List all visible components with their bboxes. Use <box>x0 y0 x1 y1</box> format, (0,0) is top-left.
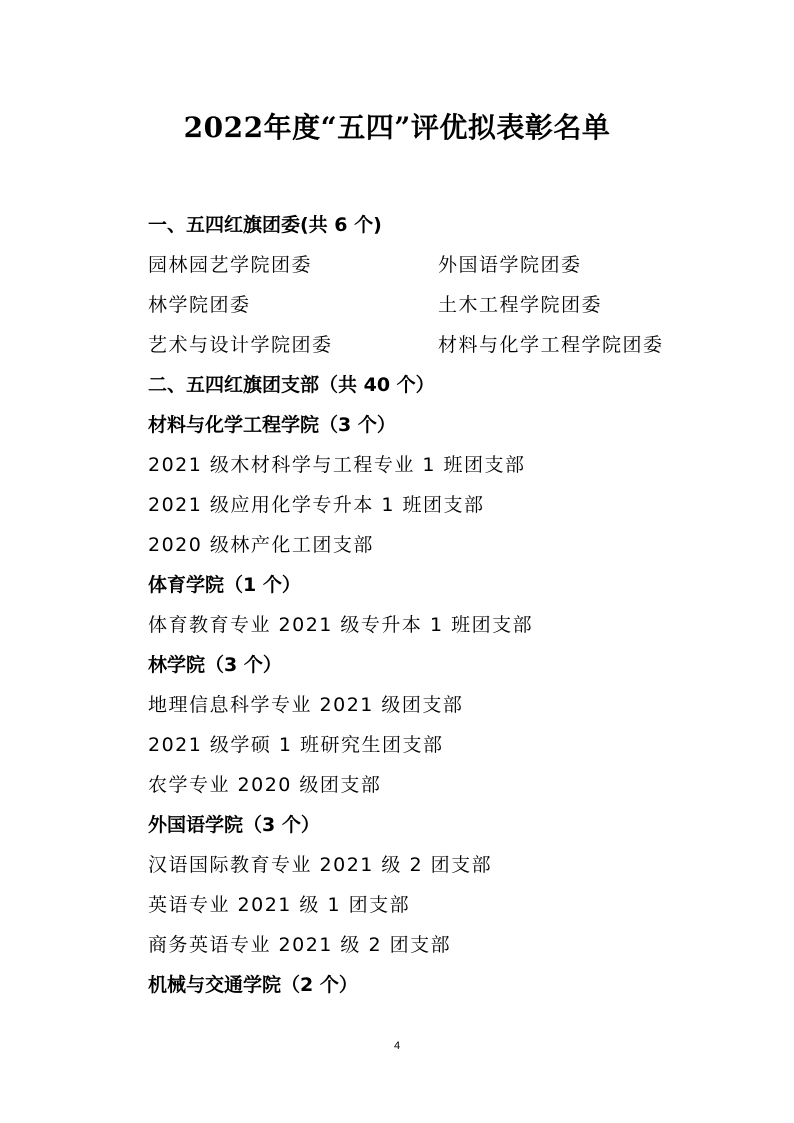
list-item: 商务英语专业 2021 级 2 团支部 <box>148 934 452 956</box>
list-item: 土木工程学院团委 <box>438 294 603 316</box>
list-row <box>148 285 708 325</box>
list-item: 2021 级应用化学专升本 1 班团支部 <box>148 494 485 516</box>
section-heading-2: 二、五四红旗团支部（共 40 个） <box>148 374 435 396</box>
list-row <box>148 245 708 285</box>
group-heading: 机械与交通学院（2 个） <box>148 974 358 996</box>
list-item: 体育教育专业 2021 级专升本 1 班团支部 <box>148 614 534 636</box>
list-item: 农学专业 2020 级团支部 <box>148 774 382 796</box>
list-item: 英语专业 2021 级 1 团支部 <box>148 894 411 916</box>
page-number: 4 <box>393 1040 401 1052</box>
list-item: 2021 级木材科学与工程专业 1 班团支部 <box>148 454 526 476</box>
group-heading: 体育学院（1 个） <box>148 574 301 596</box>
section-heading-1: 一、五四红旗团委(共 6 个) <box>148 214 382 236</box>
document-body <box>148 205 708 1005</box>
list-row <box>148 325 708 365</box>
list-item: 林学院团委 <box>148 294 251 316</box>
list-item: 2021 级学硕 1 班研究生团支部 <box>148 734 444 756</box>
list-item: 地理信息科学专业 2021 级团支部 <box>148 694 464 716</box>
list-item: 材料与化学工程学院团委 <box>438 334 664 356</box>
group-heading: 林学院（3 个） <box>148 654 282 676</box>
list-item: 艺术与设计学院团委 <box>148 334 333 356</box>
list-item: 外国语学院团委 <box>438 254 582 276</box>
list-item: 园林园艺学院团委 <box>148 254 313 276</box>
list-item: 2020 级林产化工团支部 <box>148 534 374 556</box>
group-heading: 材料与化学工程学院（3 个） <box>148 414 396 436</box>
list-item: 汉语国际教育专业 2021 级 2 团支部 <box>148 854 493 876</box>
group-heading: 外国语学院（3 个） <box>148 814 320 836</box>
document-title: 2022年度“五四”评优拟表彰名单 <box>183 111 611 144</box>
